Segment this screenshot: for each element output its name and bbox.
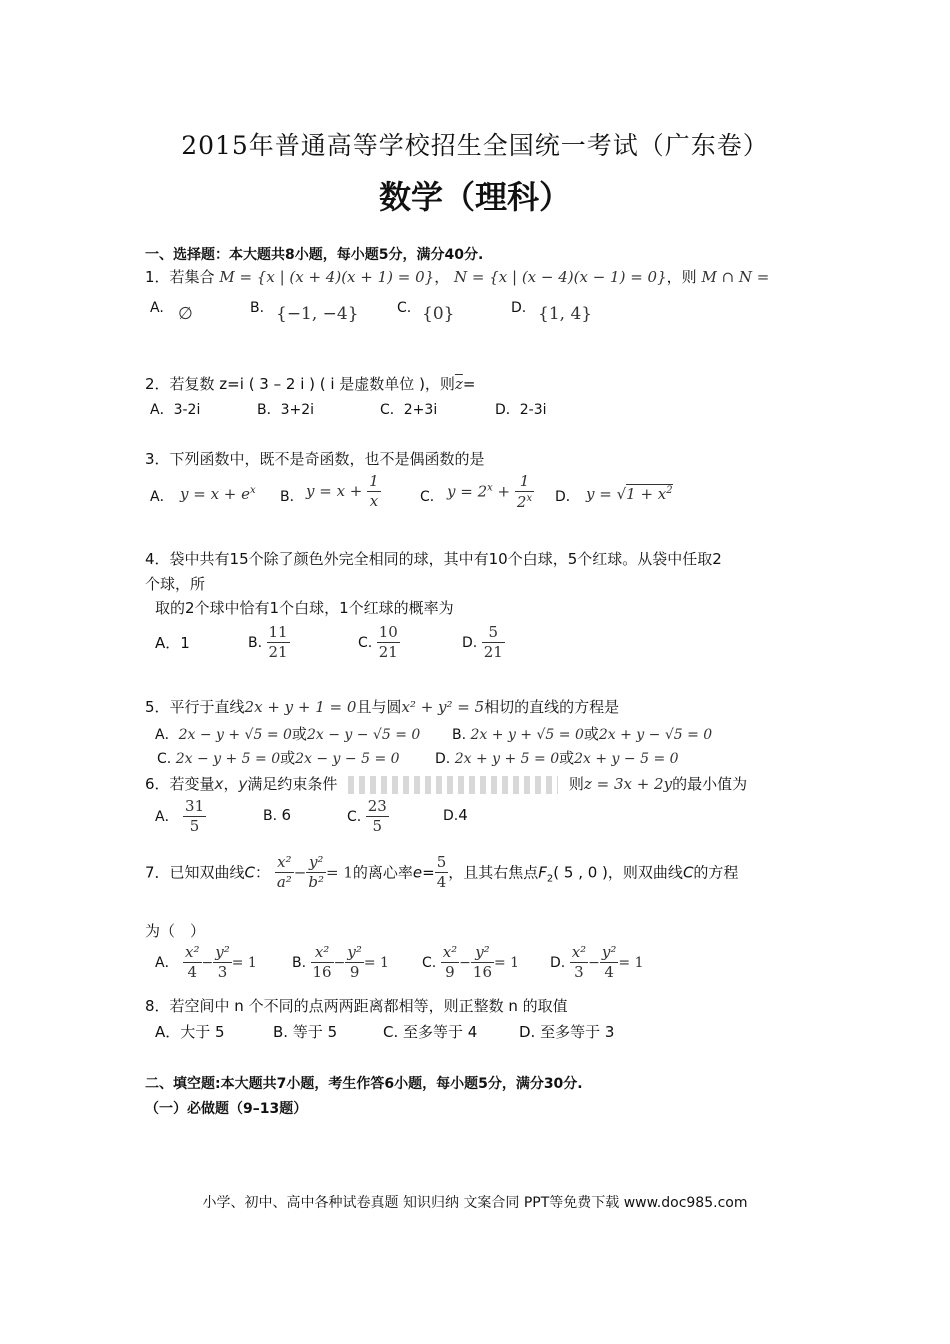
- q3-c-den-base: 2: [516, 493, 527, 512]
- q1-lead: 1．若集合: [145, 268, 215, 286]
- q4-c-label: C.: [358, 634, 373, 651]
- q4-d-den: 21: [483, 643, 503, 662]
- q3-c-num: 1: [515, 473, 534, 492]
- q5-c1: 2x − y + 5 = 0: [175, 751, 281, 767]
- q7-d-deny: 4: [604, 963, 614, 982]
- q2-option-a: A．3-2i: [150, 402, 201, 418]
- q7-d-denx: 3: [574, 963, 584, 982]
- q3-option-c-label: C．: [420, 489, 444, 505]
- q1-option-a: ∅: [178, 304, 193, 324]
- q7-c: C: [244, 863, 256, 882]
- q1-set-m: M = {x | (x + 4)(x + 1) = 0}: [219, 268, 435, 286]
- q7-d-yfrac: [600, 944, 619, 982]
- q6-x: x: [214, 775, 224, 793]
- q6-a-den: 5: [189, 817, 200, 836]
- q3-option-d-label: D．: [555, 489, 580, 505]
- q5-c-label: C.: [157, 751, 172, 767]
- q5-b-label: B.: [452, 727, 467, 743]
- q4-option-a: A．1: [155, 634, 190, 652]
- question-3: 3．下列函数中，既不是奇函数，也不是偶函数的是: [145, 450, 485, 468]
- q1-option-c: {0}: [422, 304, 455, 324]
- q3-d-rad: 1 + x: [626, 485, 667, 503]
- q7-e-den: 4: [436, 873, 447, 892]
- q3-c-fraction: [515, 473, 534, 512]
- q2-option-d: D．2-3i: [495, 402, 547, 418]
- q7-lead: 7．已知双曲线: [145, 863, 245, 882]
- question-7-line-2: 为（ ）: [145, 922, 206, 940]
- q6-a-num: 31: [183, 798, 206, 817]
- question-1: [145, 266, 769, 287]
- q3-d-radicand: [626, 484, 672, 503]
- q6-option-d: [443, 806, 468, 824]
- q3-c-exp: x: [487, 482, 493, 494]
- q7-c-minus: −: [459, 954, 471, 971]
- q5-a-or: 或: [291, 725, 307, 743]
- q4-c-num: 10: [377, 624, 400, 643]
- question-2: [145, 373, 475, 394]
- q7-colon: ：: [255, 863, 271, 882]
- q3-option-c: [447, 473, 534, 512]
- q3-c-plus: +: [492, 482, 511, 501]
- q7-option-d: [550, 944, 644, 982]
- q5-d2: 2x + y − 5 = 0: [574, 751, 679, 767]
- q7-a-eq: = 1: [231, 954, 257, 971]
- q2-option-b: B．3+2i: [257, 402, 315, 418]
- q4-d-label: D.: [462, 634, 478, 651]
- q6-z: z = 3x + 2y: [583, 775, 673, 793]
- q7-b-eq: = 1: [363, 954, 389, 971]
- q3-option-a-label: A．: [150, 489, 174, 505]
- q5-option-c: [157, 747, 400, 768]
- q7-a-xfrac: [183, 944, 201, 982]
- q7-c-x2: x²: [441, 944, 459, 963]
- q3-c-den-exp: x: [526, 493, 533, 505]
- section-2-heading: 二、填空题:本大题共7小题，考生作答6小题，每小题5分，满分30分.: [145, 1076, 583, 1092]
- q5-c-or: 或: [280, 749, 296, 767]
- q3-c-expr: y = 2: [447, 482, 488, 501]
- q7-e-num: 5: [435, 854, 449, 873]
- q7-x2: x²: [275, 854, 294, 873]
- q7-b-denx: 16: [312, 963, 332, 982]
- q5-line: 2x + y + 1 = 0: [244, 698, 357, 716]
- q7-a-denx: 4: [187, 963, 198, 982]
- q6-b-label: B.: [263, 808, 278, 824]
- q3-c-den: [515, 492, 534, 511]
- q3-option-d: [586, 485, 673, 503]
- q7-option-a: [155, 944, 257, 982]
- q4-b-num: 11: [267, 624, 290, 643]
- q3-b-den: x: [369, 492, 379, 511]
- q3-a-exp: x: [250, 485, 256, 496]
- q5-d1: 2x + y + 5 = 0: [454, 751, 560, 767]
- q5-b2: 2x + y − √5 = 0: [598, 727, 713, 743]
- q2-option-c: C．2+3i: [380, 402, 438, 418]
- q7-f-sub: 2: [546, 873, 554, 885]
- question-6: [145, 773, 747, 794]
- q7-e-fraction: [435, 854, 449, 892]
- question-4-line-2: 个球，所: [145, 575, 206, 593]
- q7-b2: b²: [308, 873, 324, 892]
- q5-a1: 2x − y + √5 = 0: [178, 727, 292, 743]
- q1-sep: ，: [434, 268, 450, 286]
- question-4-line-1: 4．袋中共有15个除了颜色外完全相同的球，其中有10个白球，5个红球。从袋中任取2: [145, 550, 722, 568]
- q7-d-xfrac: [570, 944, 588, 982]
- q6-then: 则: [568, 775, 584, 793]
- q3-option-a: [180, 485, 256, 503]
- q1-option-b-label: B.: [250, 300, 265, 316]
- q7-a2: a²: [276, 873, 292, 892]
- q6-b-value: 6: [281, 806, 292, 824]
- q7-c-eq: = 1: [494, 954, 520, 971]
- q7-f: F: [538, 863, 547, 882]
- q5-tail: 相切的直线的方程是: [484, 698, 620, 716]
- q6-c-fraction: [366, 798, 389, 836]
- question-8: 8．若空间中 n 个不同的点两两距离都相等，则正整数 n 的取值: [145, 997, 568, 1015]
- q7-tail: ，则双曲线: [607, 863, 683, 882]
- q7-option-b: [292, 944, 389, 982]
- q6-d-label: D.: [443, 808, 459, 824]
- q5-lead: 5．平行于直线: [145, 698, 245, 716]
- q7-mid2: ，且其右焦点: [448, 863, 539, 882]
- q4-option-d: [462, 624, 505, 662]
- q7-b-y2: y²: [345, 944, 364, 963]
- q3-b-num: 1: [367, 473, 381, 492]
- q7-c-y2: y²: [471, 944, 494, 963]
- q7-c-denx: 9: [445, 963, 455, 982]
- question-7: [145, 854, 738, 892]
- q5-option-a: [155, 723, 420, 744]
- q3-d-exp: 2: [666, 485, 673, 496]
- q8-option-c: C. 至多等于 4: [383, 1023, 478, 1041]
- q7-tail2: 的方程: [693, 863, 739, 882]
- q5-option-b: [452, 723, 712, 744]
- q7-y-fraction: [306, 854, 326, 892]
- q1-option-d-label: D.: [511, 300, 527, 316]
- q3-option-b: [306, 473, 381, 511]
- q4-option-c: [358, 624, 400, 662]
- q5-c2: 2x − y − 5 = 0: [295, 751, 400, 767]
- subject-title: 数学（理科）: [378, 178, 571, 216]
- q7-minus: −: [293, 863, 307, 882]
- q3-a-expr: y = x + e: [180, 485, 251, 503]
- q7-e: e=: [412, 863, 435, 882]
- q5-a-label: A．: [155, 727, 179, 743]
- q6-lead: 6．若变量: [145, 775, 215, 793]
- q7-d-label: D.: [550, 954, 566, 971]
- q5-d-or: 或: [559, 749, 575, 767]
- q6-c-den: 5: [372, 817, 382, 836]
- q7-y2: y²: [306, 854, 326, 873]
- q6-y: y: [238, 775, 248, 793]
- q7-a-yfrac: [213, 944, 232, 982]
- q1-option-b: {−1, −4}: [276, 304, 359, 324]
- q7-b-deny: 9: [349, 963, 360, 982]
- q4-c-fraction: [377, 624, 400, 662]
- q7-b-xfrac: [311, 944, 334, 982]
- q7-c-xfrac: [441, 944, 459, 982]
- q2-lead: 2．若复数 z=i ( 3 – 2 i ) ( i 是虚数单位 )，则: [145, 375, 455, 393]
- constraint-system-image: [348, 776, 558, 794]
- q5-b1: 2x + y + √5 = 0: [470, 727, 584, 743]
- q5-a2: 2x − y − √5 = 0: [306, 727, 421, 743]
- q6-option-c: [347, 798, 389, 836]
- q7-c2: C: [682, 863, 694, 882]
- q7-c-yfrac: [471, 944, 494, 982]
- q1-option-a-label: A.: [150, 300, 164, 316]
- q5-d-label: D.: [435, 751, 451, 767]
- section-2-subheading: （一）必做题（9–13题）: [145, 1101, 308, 1117]
- q1-option-c-label: C.: [397, 300, 412, 316]
- q6-d-value: 4: [458, 806, 468, 824]
- q7-option-c: [422, 944, 519, 982]
- q6-c-label: C.: [347, 808, 362, 825]
- q6-c-num: 23: [366, 798, 389, 817]
- q7-b-label: B.: [292, 954, 307, 971]
- q6-option-b: [263, 806, 291, 824]
- q7-x-fraction: [275, 854, 294, 892]
- question-4-line-3: 取的2个球中恰有1个白球，1个红球的概率为: [155, 599, 454, 617]
- q7-b-x2: x²: [311, 944, 334, 963]
- q7-d-x2: x²: [570, 944, 588, 963]
- q4-option-b: [248, 624, 290, 662]
- q4-b-den: 21: [268, 643, 288, 662]
- q7-a-label: A．: [155, 954, 179, 971]
- q4-d-fraction: [482, 624, 505, 662]
- q6-option-a: [155, 798, 206, 836]
- q7-a-x2: x²: [183, 944, 201, 963]
- q6-tail: 的最小值为: [672, 775, 748, 793]
- q1-set-n: N = {x | (x − 4)(x − 1) = 0}: [454, 268, 667, 286]
- q1-option-d: {1, 4}: [538, 304, 593, 324]
- q7-a-deny: 3: [217, 963, 228, 982]
- q7-d-y2: y²: [600, 944, 619, 963]
- q4-c-den: 21: [378, 643, 398, 662]
- q8-option-b: B. 等于 5: [273, 1023, 338, 1041]
- q4-b-label: B.: [248, 634, 263, 651]
- q6-mid: 满足约束条件: [247, 775, 338, 793]
- question-5: [145, 696, 619, 717]
- section-1-heading: 一、选择题：本大题共8小题，每小题5分，满分40分.: [145, 247, 484, 263]
- q3-d-expr: y = √: [586, 485, 627, 503]
- q4-b-fraction: [267, 624, 290, 662]
- q7-b-yfrac: [345, 944, 364, 982]
- q8-option-d: D. 至多等于 3: [519, 1023, 615, 1041]
- q1-expr: M ∩ N =: [701, 268, 770, 286]
- q3-option-b-label: B．: [280, 489, 304, 505]
- q5-option-d: [435, 747, 679, 768]
- q7-f-coords: ( 5 , 0 ): [553, 863, 608, 882]
- q2-zbar: $\overline{z}$: [454, 375, 463, 393]
- q1-tail: ，则: [666, 268, 697, 286]
- q6-comma: ，: [223, 775, 239, 793]
- q2-tail: =: [462, 375, 476, 393]
- q7-b-minus: −: [333, 954, 346, 971]
- q8-option-a: A．大于 5: [155, 1023, 225, 1041]
- q3-b-fraction: [367, 473, 381, 511]
- q7-c-deny: 16: [472, 963, 492, 982]
- q7-c-label: C.: [422, 954, 437, 971]
- q7-mid: 的离心率: [352, 863, 413, 882]
- q7-a-minus: −: [201, 954, 214, 971]
- q5-mid: 且与圆: [356, 698, 402, 716]
- q7-a-y2: y²: [213, 944, 232, 963]
- q7-eq1: = 1: [326, 863, 353, 882]
- q6-a-label: A．: [155, 808, 179, 825]
- q7-d-eq: = 1: [618, 954, 644, 971]
- q6-a-fraction: [183, 798, 206, 836]
- q3-b-expr: y = x +: [306, 481, 363, 500]
- q4-d-num: 5: [482, 624, 505, 643]
- q5-circle: x² + y² = 5: [401, 698, 485, 716]
- q5-b-or: 或: [583, 725, 599, 743]
- exam-title: 2015年普通高等学校招生全国统一考试（广东卷）: [181, 131, 769, 160]
- q7-d-minus: −: [588, 954, 600, 971]
- footer-watermark: 小学、初中、高中各种试卷真题 知识归纳 文案合同 PPT等免费下载 www.doc985.com: [202, 1195, 748, 1211]
